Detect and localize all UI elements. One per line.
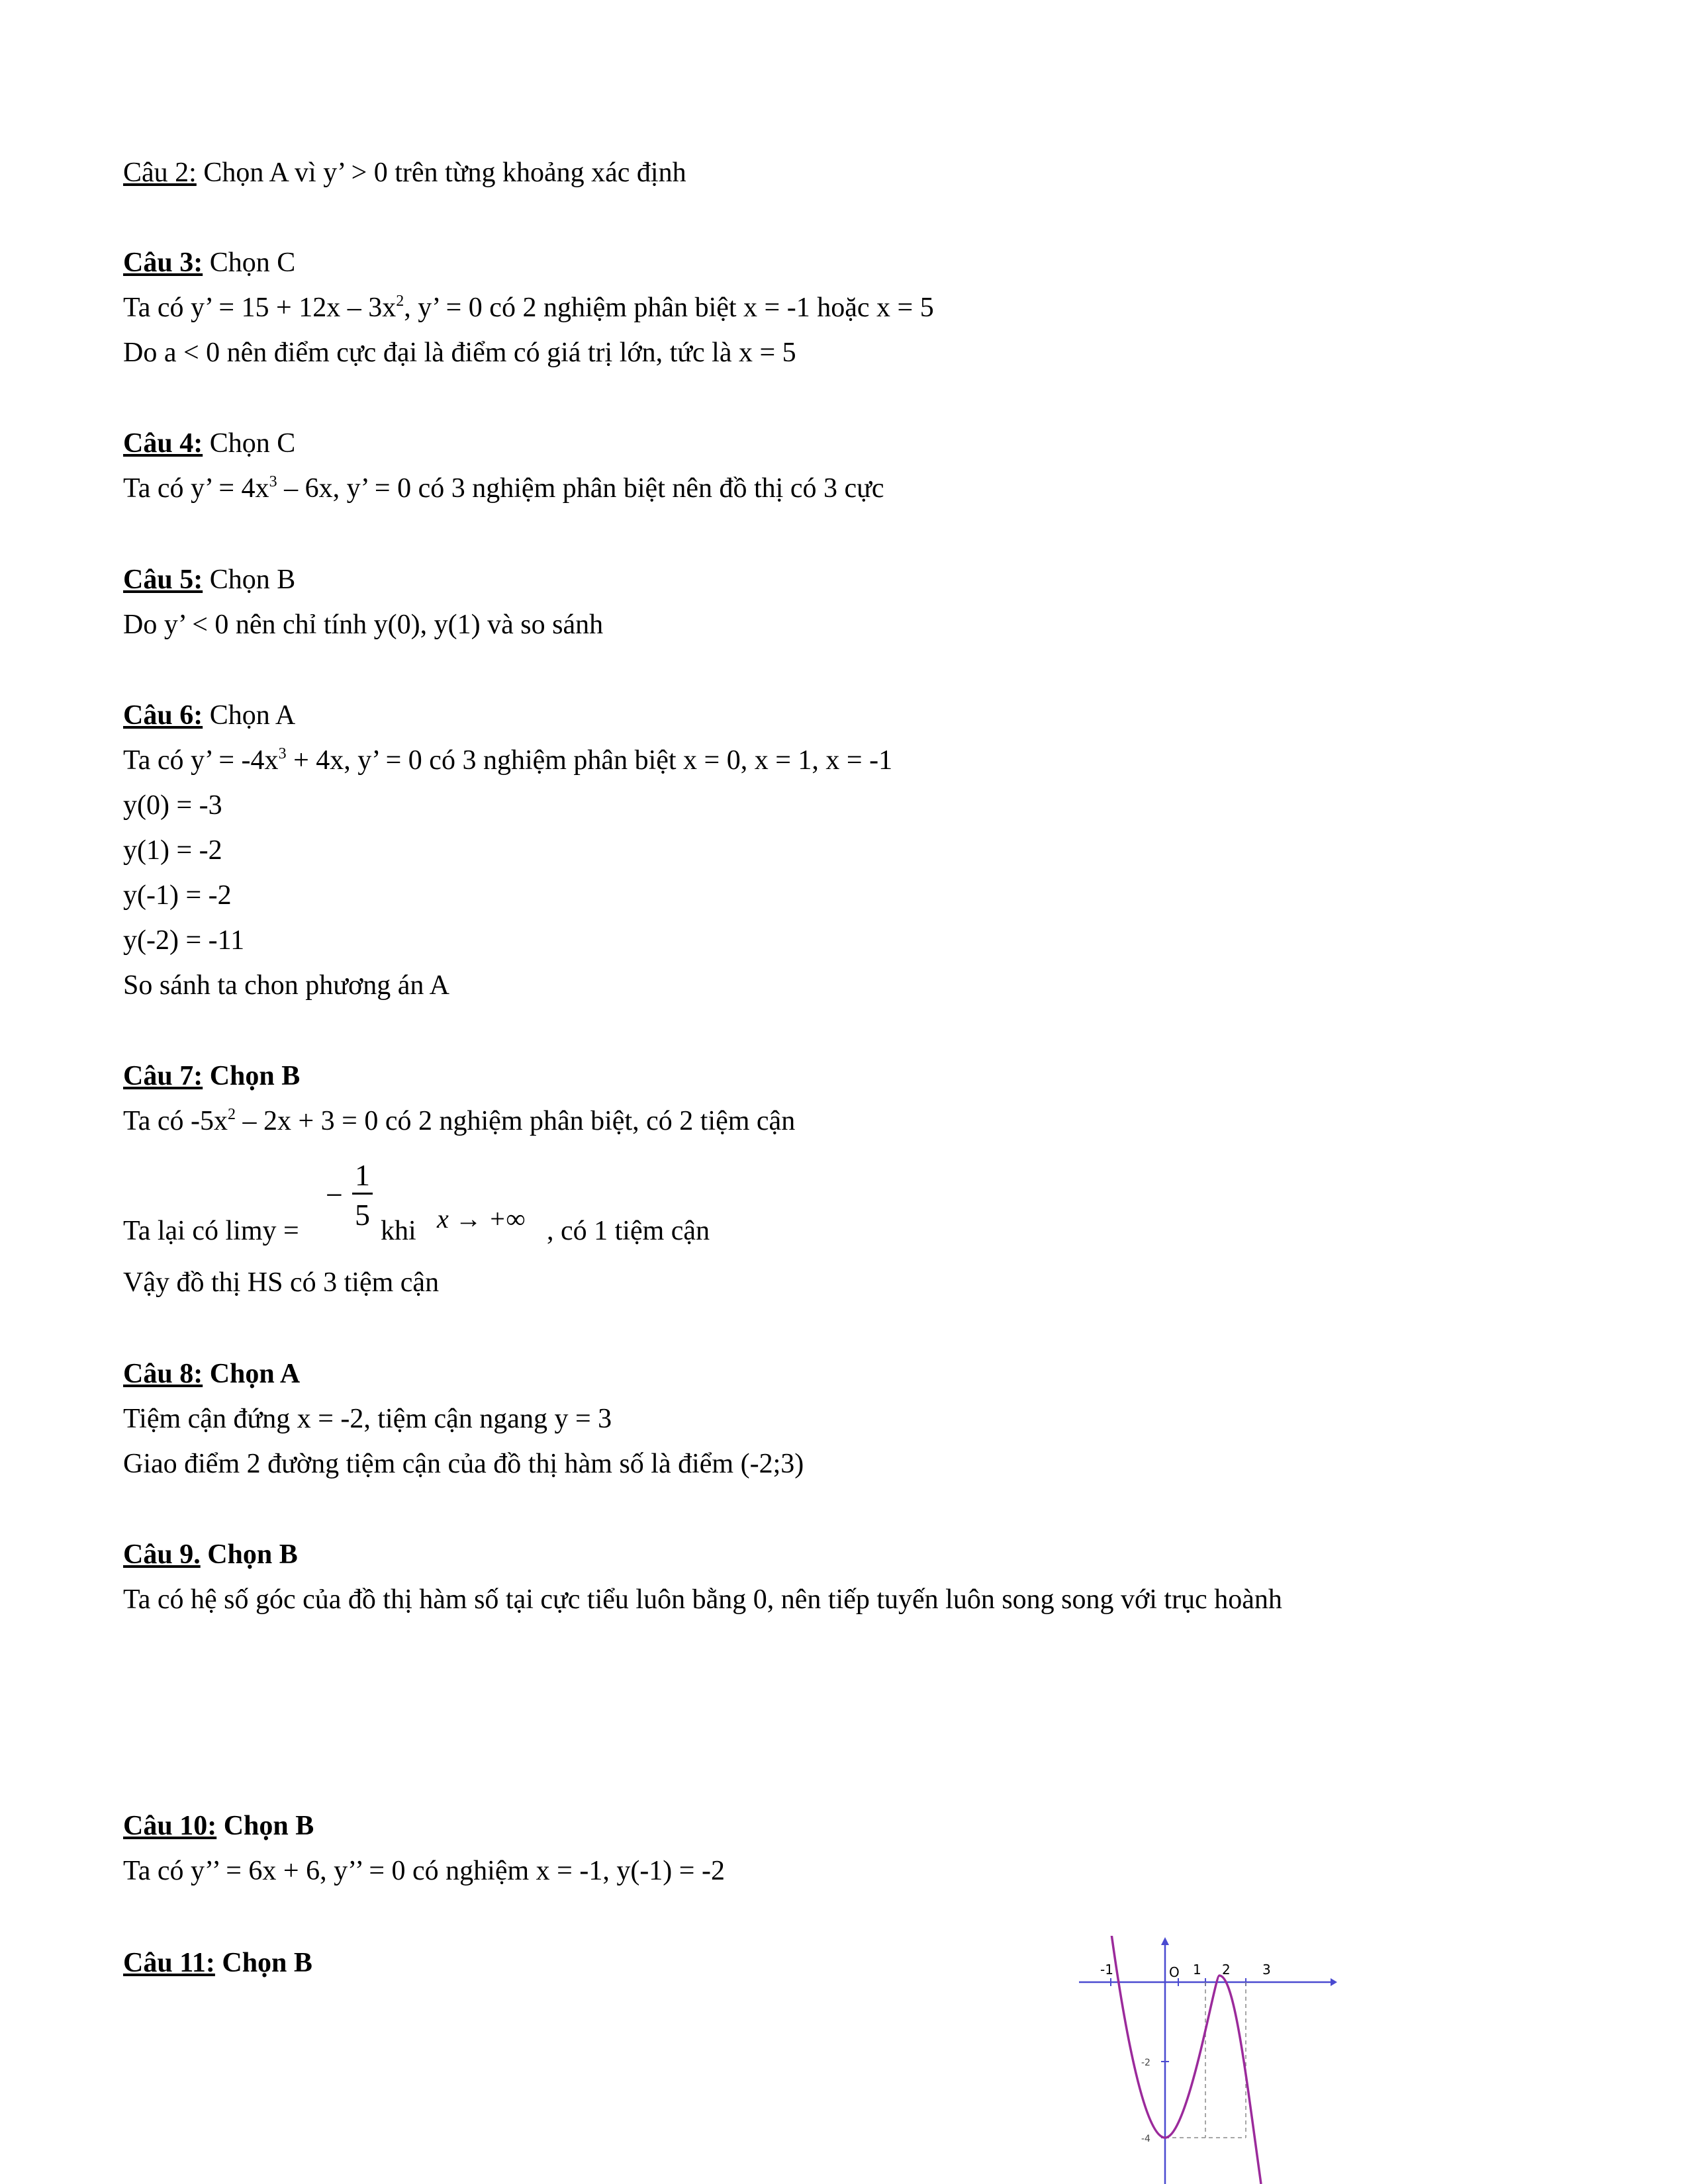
explanation-line: y(-2) = -11: [123, 925, 245, 956]
cubic-graph: [1072, 1936, 1337, 2184]
explanation-line: Giao điểm 2 đường tiệm cận của đồ thị hàm số là điểm (-2;3): [123, 1449, 804, 1479]
label-minus-1: -1: [1100, 1962, 1113, 1978]
y-axis: [1161, 1937, 1169, 2184]
label-3: 3: [1262, 1962, 1271, 1978]
question-label: Câu 9.: [123, 1539, 201, 1570]
label-1: 1: [1193, 1962, 1201, 1978]
item-cau-5: [123, 563, 295, 597]
question-label: Câu 8:: [123, 1359, 203, 1389]
fraction-minus: −: [326, 1178, 343, 1212]
explanation-line: Do a < 0 nên điểm cực đại là điểm có giá trị lớn, tức là x = 5: [123, 338, 796, 368]
cubic-curve: [1111, 1936, 1261, 2184]
label-minus-4: -4: [1141, 2134, 1150, 2144]
question-label: Câu 3:: [123, 248, 203, 278]
answer-text: Chọn A: [203, 1359, 301, 1389]
limit-post: , có 1 tiệm cận: [547, 1216, 710, 1246]
explanation-line: Vậy đồ thị HS có 3 tiệm cận: [123, 1267, 440, 1298]
answer-text: Chọn C: [203, 428, 296, 459]
item-cau-2: [123, 156, 686, 190]
label-2: 2: [1222, 1962, 1231, 1978]
explanation-line: Ta có y’ = $4x^3 - 6x$, y’ = 0 có 3 nghiệm phân biệt nên đồ thị có 3 cực: [123, 473, 884, 504]
answer-text: Chọn B: [200, 1539, 298, 1570]
question-label: Câu 11:: [123, 1948, 215, 1978]
explanation-line: Ta có y’’ = 6x + 6, y’’ = 0 có nghiệm x = -1, y(-1) = -2: [123, 1856, 725, 1886]
explanation-line: Ta có y’ = $-4x^3 + 4x$, y’ = 0 có 3 nghiệm phân biệt x = 0, x = 1, x = -1: [123, 745, 893, 776]
answer-text: Chọn A: [203, 700, 296, 731]
explanation-line: Ta có hệ số góc của đồ thị hàm số tại cực tiểu luôn bằng 0, nên tiếp tuyến luôn song song với trục hoành: [123, 1584, 1282, 1615]
item-cau-7: [123, 1059, 300, 1093]
fraction-numerator: 1: [352, 1158, 373, 1195]
item-cau-6: [123, 698, 295, 733]
label-minus-2: -2: [1141, 2058, 1150, 2068]
item-cau-11: [123, 1946, 312, 1980]
explanation-line: y(1) = -2: [123, 835, 222, 866]
question-label: Câu 7:: [123, 1061, 203, 1091]
explanation-line: Ta có y’ = $15 + 12x - 3x^2$, y’ = 0 có 2 nghiệm phân biệt x = -1 hoặc x = 5: [123, 293, 934, 323]
item-cau-4: [123, 426, 295, 461]
question-label: Câu 10:: [123, 1811, 217, 1841]
question-label: Câu 4:: [123, 428, 203, 459]
answer-text: Chọn B: [214, 1948, 312, 1978]
answer-text: Chọn A vì y’ > 0 trên từng khoảng xác định: [196, 158, 686, 188]
label-origin: O: [1169, 1964, 1180, 1980]
item-cau-10: [123, 1809, 314, 1843]
khi-text: khi: [381, 1216, 416, 1246]
item-cau-8: [123, 1357, 300, 1391]
answer-text: Chọn B: [203, 1061, 301, 1091]
item-cau-3: [123, 246, 295, 280]
explanation-line: So sánh ta chon phương án A: [123, 970, 449, 1001]
x-arrow-infinity: x → +∞: [437, 1204, 526, 1234]
answer-text: Chọn B: [216, 1811, 314, 1841]
question-label: Câu 2:: [123, 158, 197, 188]
item-cau-9: [123, 1537, 298, 1572]
explanation-line: Tiệm cận đứng x = -2, tiệm cận ngang y = 3: [123, 1404, 612, 1434]
explanation-line: y(-1) = -2: [123, 880, 232, 911]
explanation-line: Ta có $-5x^2 - 2x + 3 = 0$ có 2 nghiệm phân biệt, có 2 tiệm cận: [123, 1106, 796, 1136]
limit-line: Ta lại có limy =: [123, 1216, 299, 1246]
answer-text: Chọn C: [203, 248, 296, 278]
answer-text: Chọn B: [203, 565, 296, 595]
question-label: Câu 5:: [123, 565, 203, 595]
explanation-line: Do y’ < 0 nên chỉ tính y(0), y(1) và so sánh: [123, 610, 604, 640]
fraction-denominator: 5: [355, 1198, 370, 1232]
explanation-line: y(0) = -3: [123, 790, 222, 821]
question-label: Câu 6:: [123, 700, 203, 731]
